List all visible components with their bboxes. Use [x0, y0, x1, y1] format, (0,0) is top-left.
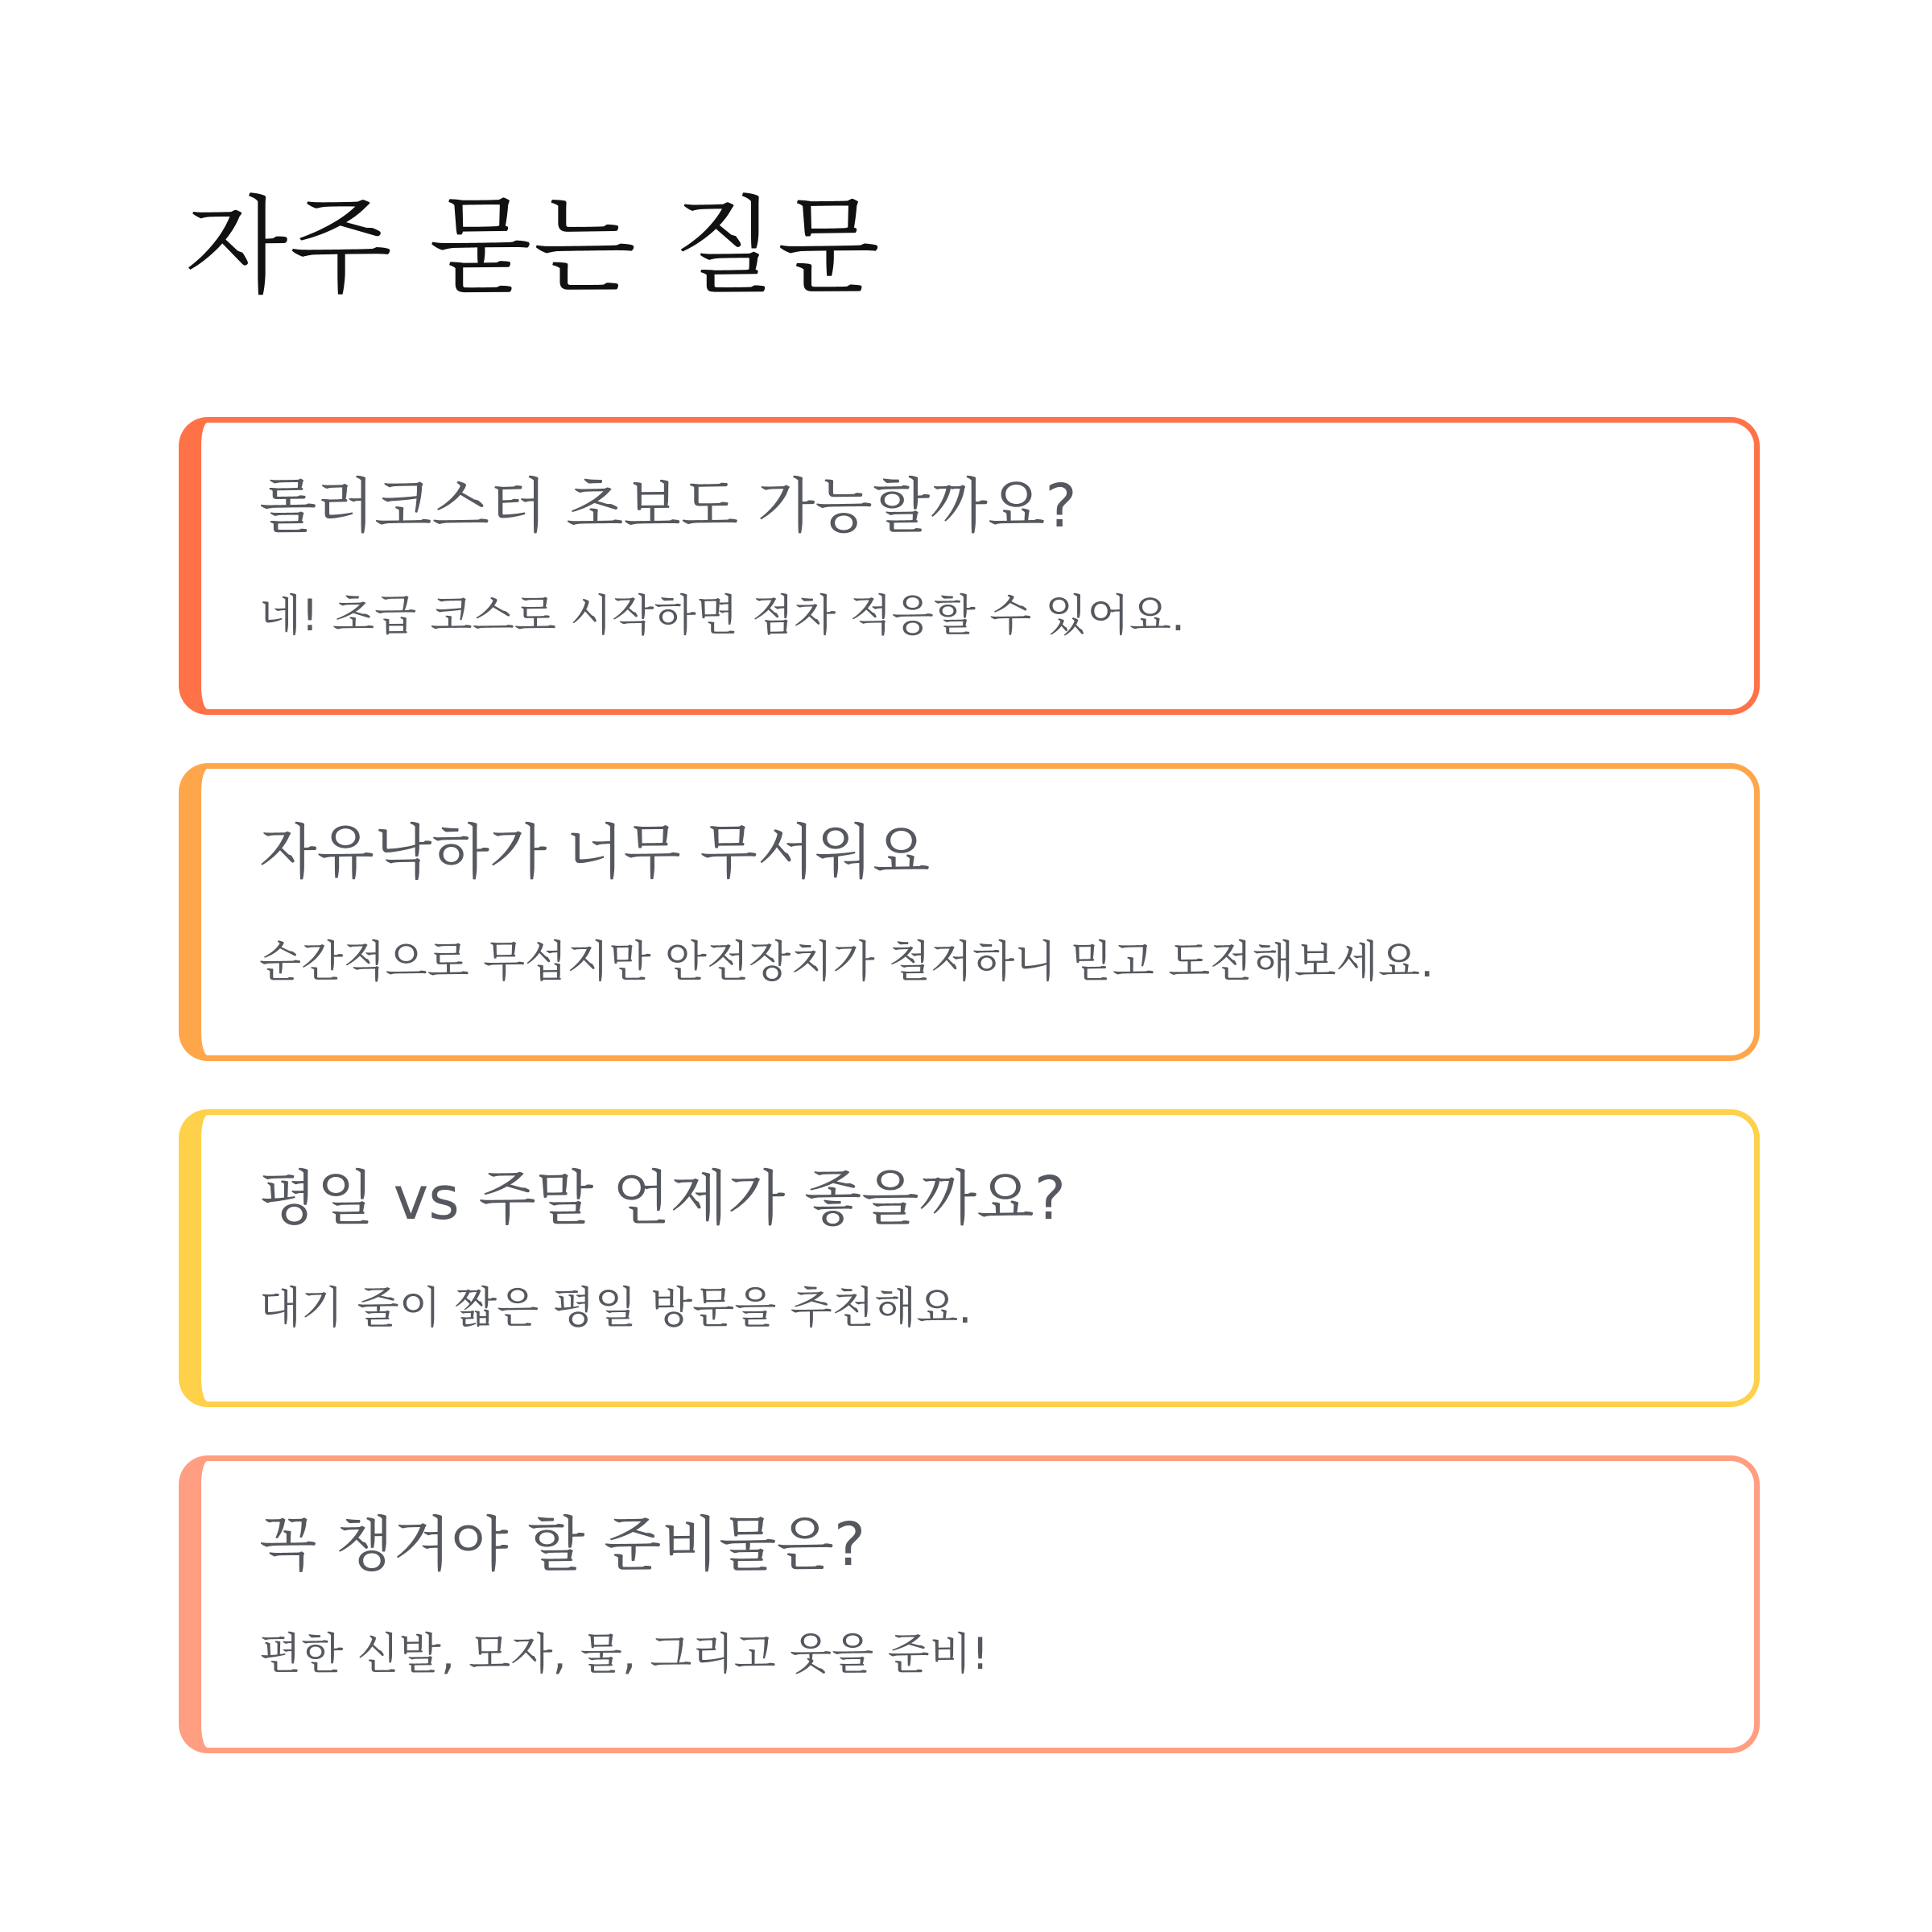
faq-answer: 대기 줄이 짧은 평일 방문을 추천해요.: [259, 1282, 972, 1333]
faq-list: [179, 417, 1760, 1802]
page-title: 자주 묻는 질문: [185, 185, 881, 309]
faq-answer: 네! 초급 코스로 시작하면 점차 적응할 수 있어요.: [259, 590, 1186, 641]
faq-question: 자유낙하가 너무 무서워요: [259, 818, 931, 887]
faq-question: 평일 vs 주말 언제가 좋을까요?: [259, 1164, 1067, 1233]
faq-answer: 편한 신발, 모자, 물, 그리고 웃을 준비!: [259, 1629, 989, 1679]
faq-question: 롤러코스터 초보도 가능할까요?: [259, 472, 1077, 541]
faq-item-essentials[interactable]: [179, 1455, 1760, 1753]
faq-question: 꼭 챙겨야 할 준비물은?: [259, 1510, 866, 1579]
faq-answer: 순간적으로 무섭지만 안전장치가 철저하니 믿고 도전해보세요.: [259, 936, 1435, 987]
faq-item-visit-day[interactable]: [179, 1109, 1760, 1407]
faq-item-beginner[interactable]: [179, 417, 1760, 715]
faq-item-free-fall[interactable]: [179, 763, 1760, 1061]
